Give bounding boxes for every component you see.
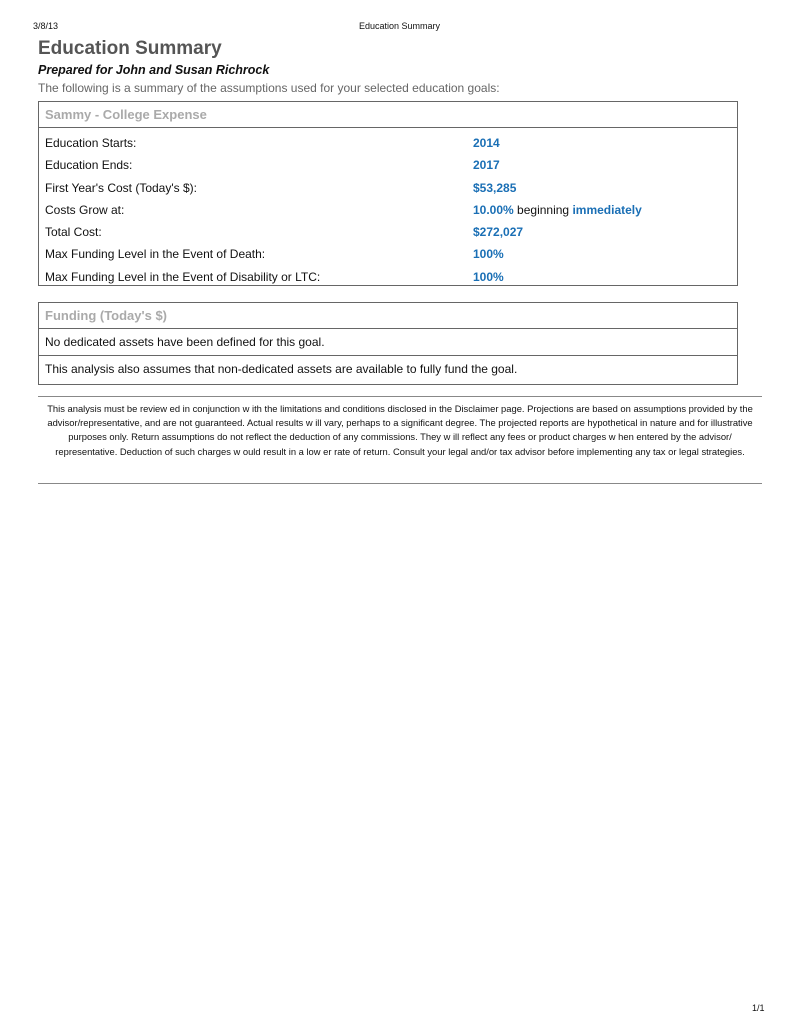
print-header-title: Education Summary xyxy=(358,21,441,31)
growth-rate: 10.00% xyxy=(473,202,514,217)
row-value: 2014 xyxy=(473,136,500,150)
page-title: Education Summary xyxy=(38,38,222,59)
row-value: 100% xyxy=(473,269,504,284)
goal-heading: Sammy - College Expense xyxy=(39,102,737,128)
growth-connector: beginning xyxy=(517,202,570,217)
row-first-year-cost xyxy=(39,177,737,199)
funding-heading: Funding (Today's $) xyxy=(39,303,737,329)
row-label: Education Ends: xyxy=(45,158,133,173)
prepared-for: Prepared for John and Susan Richrock xyxy=(38,63,270,77)
row-label: Education Starts: xyxy=(45,136,137,150)
disclaimer-bottom-divider xyxy=(38,483,762,484)
row-total-cost xyxy=(39,221,737,243)
row-value: $272,027 xyxy=(473,225,524,240)
row-label: Max Funding Level in the Event of Death: xyxy=(45,247,266,262)
funding-line-dedicated: No dedicated assets have been defined for this goal. xyxy=(39,329,737,356)
row-label: Total Cost: xyxy=(45,225,102,240)
row-label: Costs Grow at: xyxy=(45,202,125,217)
funding-line-non-dedicated: This analysis also assumes that non-dedicated assets are available to fully fund the goal. xyxy=(45,362,518,376)
row-value xyxy=(473,199,642,221)
row-label: Max Funding Level in the Event of Disability or LTC: xyxy=(45,269,321,284)
disclaimer-top-divider xyxy=(38,396,762,397)
row-value: 100% xyxy=(473,247,504,262)
row-max-funding-death xyxy=(39,243,737,265)
disclaimer-text: This analysis must be review ed in conjunction w ith the limitations and conditions disclosed in the Disclaimer page. Projections are based on assumptions provided by the advisor/representative, and are not guaranteed. Actual results w ill vary, perhaps to a significant degree. The projected reports are hypothetical in nature and for illustrative purposes only. Return assumptions do not reflect the deduction of any commissions. They w ill reflect any fees or product charges w hen entered by the advisor/ representative. Deduction of such charges w ould result in a low er rate of return. Consult your legal and/or tax advisor before implementing any tax or legal strategies. xyxy=(47,403,753,457)
row-education-ends xyxy=(39,154,737,176)
page-number: 1/1 xyxy=(752,1003,765,1013)
row-max-funding-disability xyxy=(39,266,737,288)
goal-assumptions-table xyxy=(38,101,738,286)
row-costs-grow xyxy=(39,199,737,221)
funding-table xyxy=(38,302,738,385)
row-value: 2017 xyxy=(473,158,500,173)
row-label: First Year's Cost (Today's $): xyxy=(45,180,197,195)
print-date: 3/8/13 xyxy=(33,21,59,31)
row-education-starts xyxy=(39,132,737,154)
growth-timing: immediately xyxy=(572,202,642,217)
row-value: $53,285 xyxy=(473,180,517,195)
intro-text: The following is a summary of the assumptions used for your selected education goals: xyxy=(38,81,500,95)
